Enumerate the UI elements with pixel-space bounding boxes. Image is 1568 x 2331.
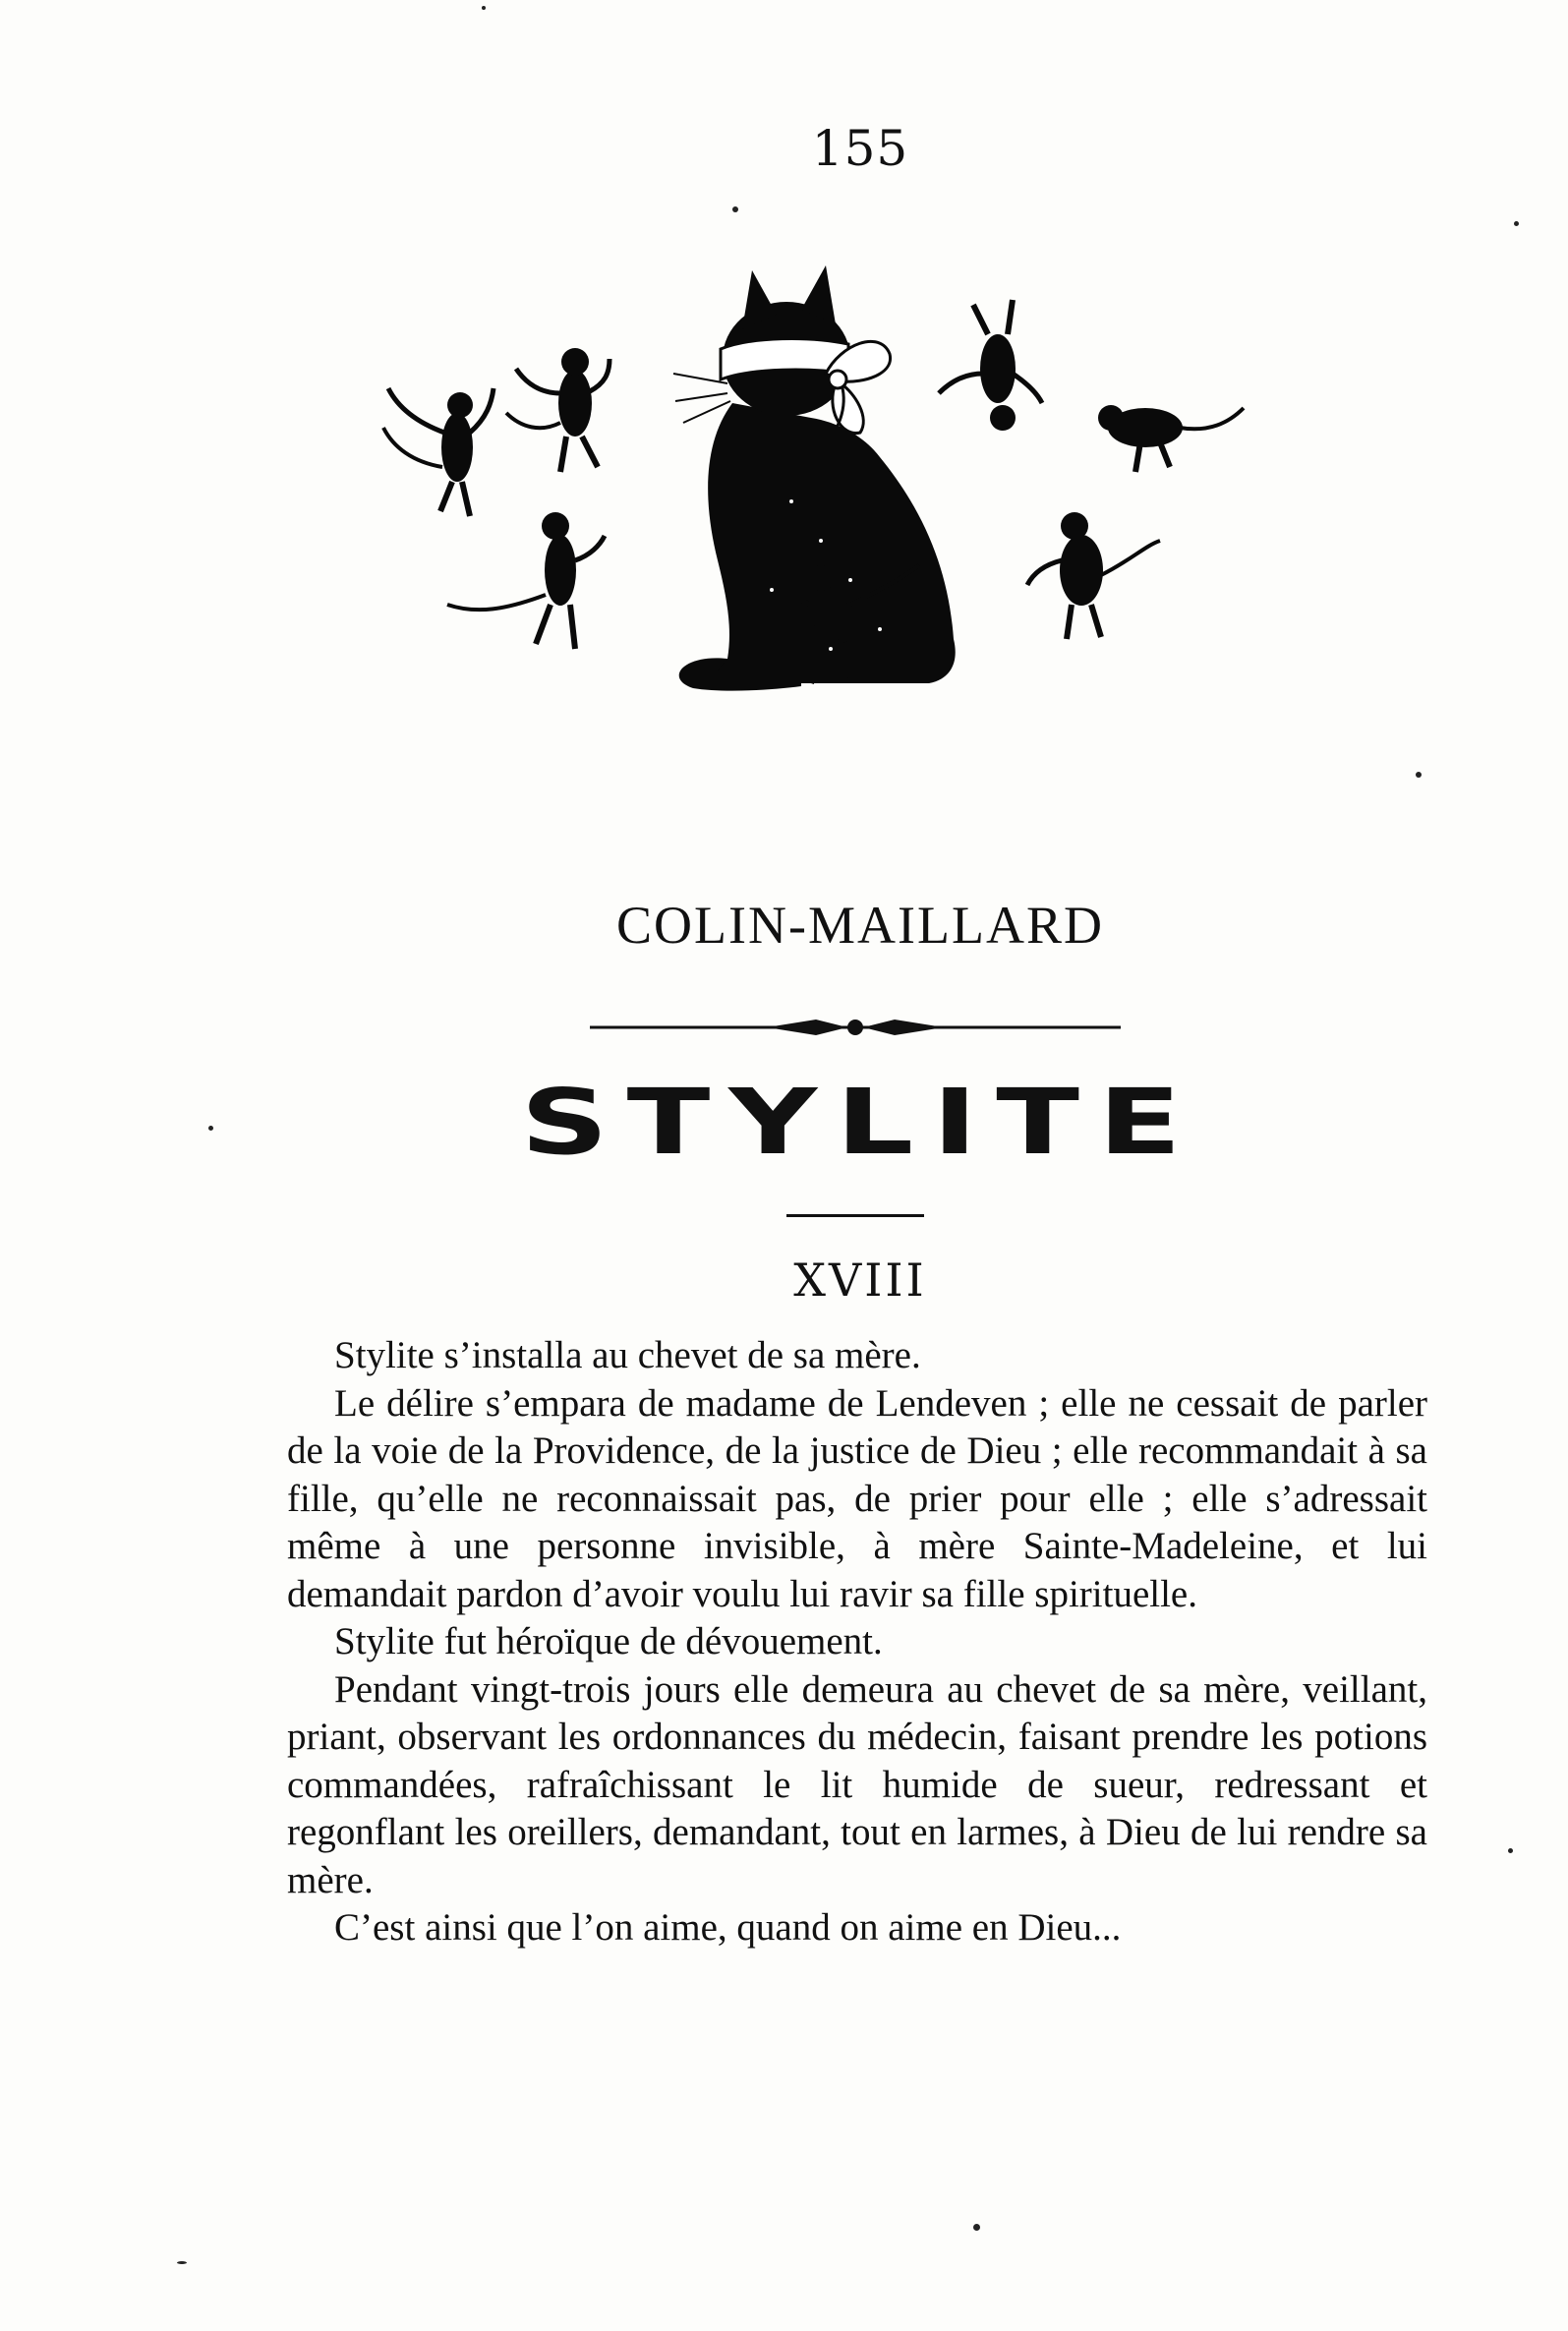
mouse-figure xyxy=(939,300,1042,431)
mouse-figure xyxy=(383,388,494,516)
mouse-figure xyxy=(1098,405,1244,472)
chapter-title: STYLITE xyxy=(520,1070,1200,1175)
paragraph: Stylite fut héroïque de dévouement. xyxy=(334,1620,883,1662)
mouse-figure xyxy=(506,348,610,472)
mouse-figure xyxy=(1027,512,1160,639)
section-title: COLIN-MAILLARD xyxy=(616,896,1104,955)
paragraph: C’est ainsi que l’on aime, quand on aime en Dieu... xyxy=(334,1906,1122,1949)
ornamental-divider xyxy=(590,1008,1121,1047)
mouse-figure xyxy=(447,512,605,649)
short-divider xyxy=(786,1214,924,1217)
paragraph: Le délire s’empara de madame de Lendeven ; elle ne cessait de parler de la voie de la Providence, de la justice de Dieu ; elle recommandait à sa fille, qu’elle ne reconnaissait pas, de prier pour elle ; elle s’adressait même à une personne invisible, à mère Sainte-Madeleine, et lui demandait pardon d’avoir voulu lui ravir sa fille spirituelle. xyxy=(287,1381,1427,1615)
paragraph: Pendant vingt-trois jours elle demeura au chevet de sa mère, veillant, priant, observant les ordonnances du médecin, faisant prendre les potions commandées, rafraîchissant le lit humide de sueur, redressant et regonflant les oreillers, demandant, tout en larmes, à Dieu de lui rendre sa mère. xyxy=(287,1667,1427,1901)
body-text xyxy=(287,1332,1427,1952)
paragraph: Stylite s’installa au chevet de sa mère. xyxy=(334,1334,921,1376)
chapter-number: XVIII xyxy=(793,1253,927,1307)
cat-figure xyxy=(673,265,956,691)
page-number: 155 xyxy=(811,120,909,177)
blindfolded-cat-with-mice-illustration xyxy=(378,246,1303,836)
